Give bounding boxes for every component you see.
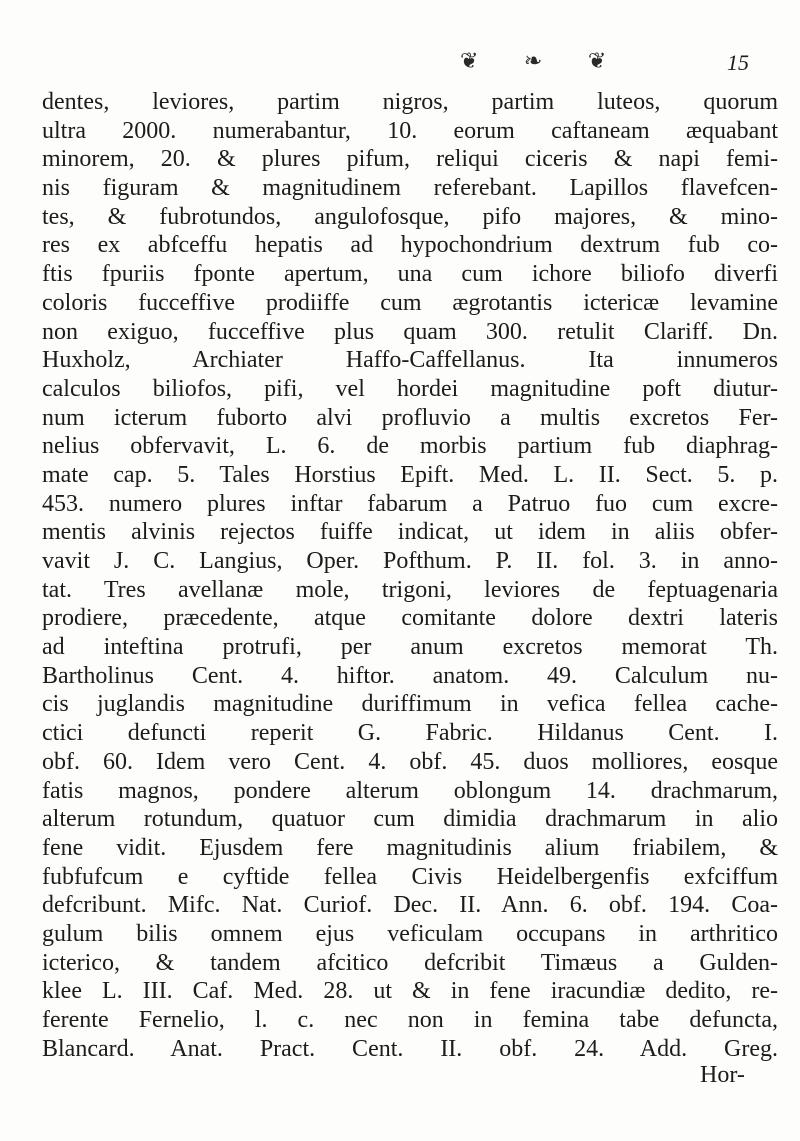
text-line: alterum rotundum, quatuor cum dimidia drachmarum in alio	[42, 806, 778, 833]
text-line: defcribunt. Mifc. Nat. Curiof. Dec. II. Ann. 6. obf. 194. Coa-	[42, 892, 778, 919]
text-line: non exiguo, fucceffive plus quam 300. retulit Clariff. Dn.	[42, 318, 778, 345]
text-line: nis figuram & magnitudinem referebant. Lapillos flavefcen-	[42, 175, 778, 202]
text-line: mentis alvinis rejectos fuiffe indicat, ut idem in aliis obfer-	[42, 519, 778, 546]
header-ornament: ❦ ❧ ❦	[460, 48, 627, 73]
text-line: vavit J. C. Langius, Oper. Pofthum. P. II. fol. 3. in anno-	[42, 548, 778, 574]
text-line: tes, & fubrotundos, angulofosque, pifo majores, & mino-	[42, 203, 778, 230]
text-line: ultra 2000. numerabantur, 10. eorum caftaneam æquabant	[42, 117, 778, 144]
text-line: calculos biliofos, pifi, vel hordei magnitudine poft diutur-	[42, 375, 778, 402]
text-line: ferente Fernelio, l. c. nec non in femina tabe defuncta,	[42, 1007, 778, 1033]
text-line: klee L. III. Caf. Med. 28. ut & in fene iracundiæ dedito, re-	[42, 978, 778, 1005]
text-line: gulum bilis omnem ejus veficulam occupans in arthritico	[42, 920, 778, 947]
text-line: coloris fucceffive prodiiffe cum ægrotantis ictericæ levamine	[42, 289, 778, 316]
page-header	[0, 46, 800, 86]
text-line: ad inteftina protrufi, per anum excretos memorat Th.	[42, 634, 778, 661]
text-line: prodiere, præcedente, atque comitante dolore dextri lateris	[42, 605, 778, 632]
text-line: icterico, & tandem afcitico defcribit Timæus a Gulden-	[42, 949, 778, 976]
body-text	[42, 88, 778, 1063]
text-line: Blancard. Anat. Pract. Cent. II. obf. 24. Add. Greg.	[42, 1035, 778, 1062]
page-number: 15	[727, 50, 749, 75]
text-line: Bartholinus Cent. 4. hiftor. anatom. 49. Calculum nu-	[42, 662, 778, 689]
text-line: num icterum fuborto alvi profluvio a multis excretos Fer-	[42, 404, 778, 431]
text-line: res ex abfceffu hepatis ad hypochondrium dextrum fub co-	[42, 232, 778, 259]
catchword: Hor-	[700, 1062, 745, 1088]
text-line: fubfufcum e cyftide fellea Civis Heidelbergenfis exfciffum	[42, 863, 778, 890]
text-line: Huxholz, Archiater Haffo-Caffellanus. Ita innumeros	[42, 347, 778, 374]
text-line: ftis fpuriis fponte apertum, una cum ichore biliofo diverfi	[42, 261, 778, 288]
text-line: obf. 60. Idem vero Cent. 4. obf. 45. duos molliores, eosque	[42, 748, 778, 775]
text-line: dentes, leviores, partim nigros, partim luteos, quorum	[42, 89, 778, 115]
text-line: fene vidit. Ejusdem fere magnitudinis alium friabilem, &	[42, 834, 778, 861]
text-line: cis juglandis magnitudine duriffimum in vefica fellea cache-	[42, 691, 778, 718]
text-line: tat. Tres avellanæ mole, trigoni, leviores de feptuagenaria	[42, 576, 778, 603]
text-line: nelius obfervavit, L. 6. de morbis partium fub diaphrag-	[42, 433, 778, 460]
text-line: fatis magnos, pondere alterum oblongum 14. drachmarum,	[42, 777, 778, 804]
text-line: 453. numero plures inftar fabarum a Patruo fuo cum excre-	[42, 490, 778, 517]
text-line: ctici defuncti reperit G. Fabric. Hildanus Cent. I.	[42, 720, 778, 747]
text-line: mate cap. 5. Tales Horstius Epift. Med. L. II. Sect. 5. p.	[42, 461, 778, 488]
text-line: minorem, 20. & plures pifum, reliqui ciceris & napi femi-	[42, 146, 778, 173]
